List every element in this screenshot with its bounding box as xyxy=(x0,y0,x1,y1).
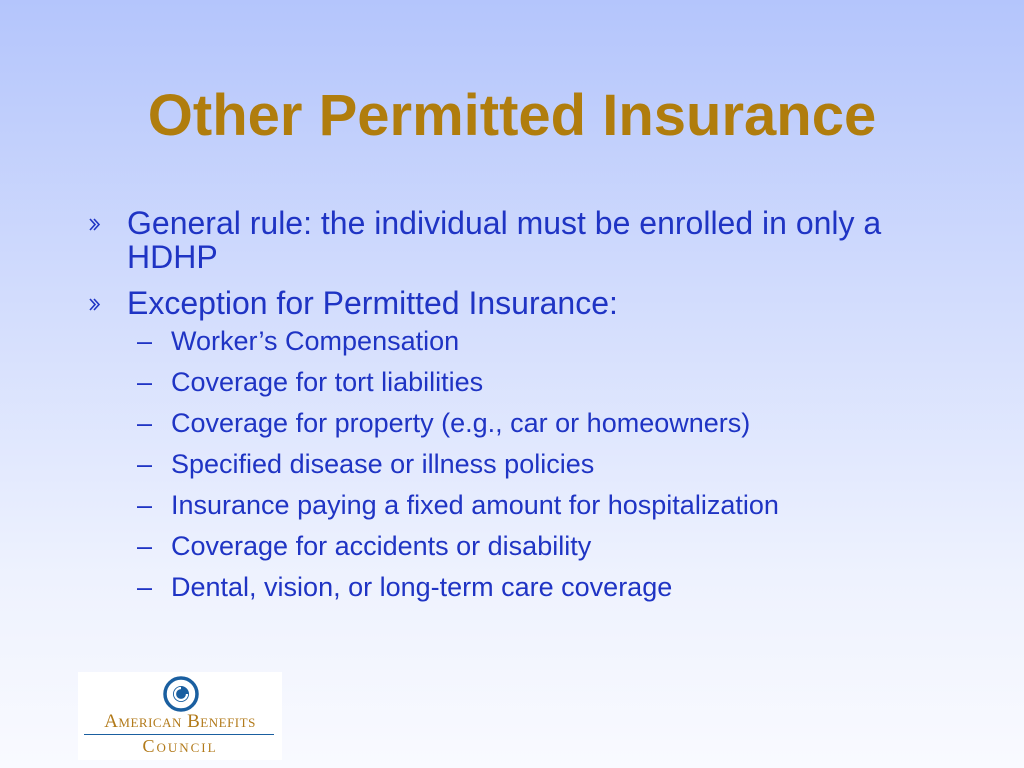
sub-bullet-text: Dental, vision, or long-term care coverage xyxy=(171,572,673,602)
dash-marker: – xyxy=(137,531,153,561)
sub-bullet-item xyxy=(127,490,946,521)
sub-bullet-item xyxy=(127,326,946,357)
sub-bullet-item xyxy=(127,531,946,562)
chevron-bullet-icon xyxy=(88,298,101,311)
sub-bullet-text: Coverage for property (e.g., car or homeowners) xyxy=(171,408,751,438)
slide-title: Other Permitted Insurance xyxy=(147,83,877,148)
sub-bullet-text: Insurance paying a fixed amount for hospitalization xyxy=(171,490,779,520)
sub-bullet-item xyxy=(127,367,946,398)
dash-marker: – xyxy=(137,408,153,438)
chevron-bullet-icon xyxy=(88,218,101,231)
dash-marker: – xyxy=(137,572,153,602)
bullet-list xyxy=(86,206,946,615)
sub-bullet-list xyxy=(127,326,946,603)
dash-marker: – xyxy=(137,326,153,356)
bullet-text: Exception for Permitted Insurance: xyxy=(127,285,618,321)
dash-marker: – xyxy=(137,449,153,479)
sub-bullet-text: Specified disease or illness policies xyxy=(171,449,595,479)
logo-text-line2: Council xyxy=(142,736,218,756)
bullet-text: General rule: the individual must be enrolled in only a HDHP xyxy=(127,205,882,275)
sub-bullet-text: Coverage for tort liabilities xyxy=(171,367,484,397)
sub-bullet-text: Worker’s Compensation xyxy=(171,326,460,356)
sub-bullet-text: Coverage for accidents or disability xyxy=(171,531,592,561)
dash-marker: – xyxy=(137,490,153,520)
bullet-item xyxy=(86,206,946,274)
dash-marker: – xyxy=(137,367,153,397)
sub-bullet-item xyxy=(127,572,946,603)
organization-logo xyxy=(78,672,282,760)
logo-text-line1: American Benefits xyxy=(104,711,256,732)
sub-bullet-item xyxy=(127,408,946,439)
sub-bullet-item xyxy=(127,449,946,480)
swirl-logo-icon xyxy=(163,676,199,712)
bullet-item xyxy=(86,286,946,603)
